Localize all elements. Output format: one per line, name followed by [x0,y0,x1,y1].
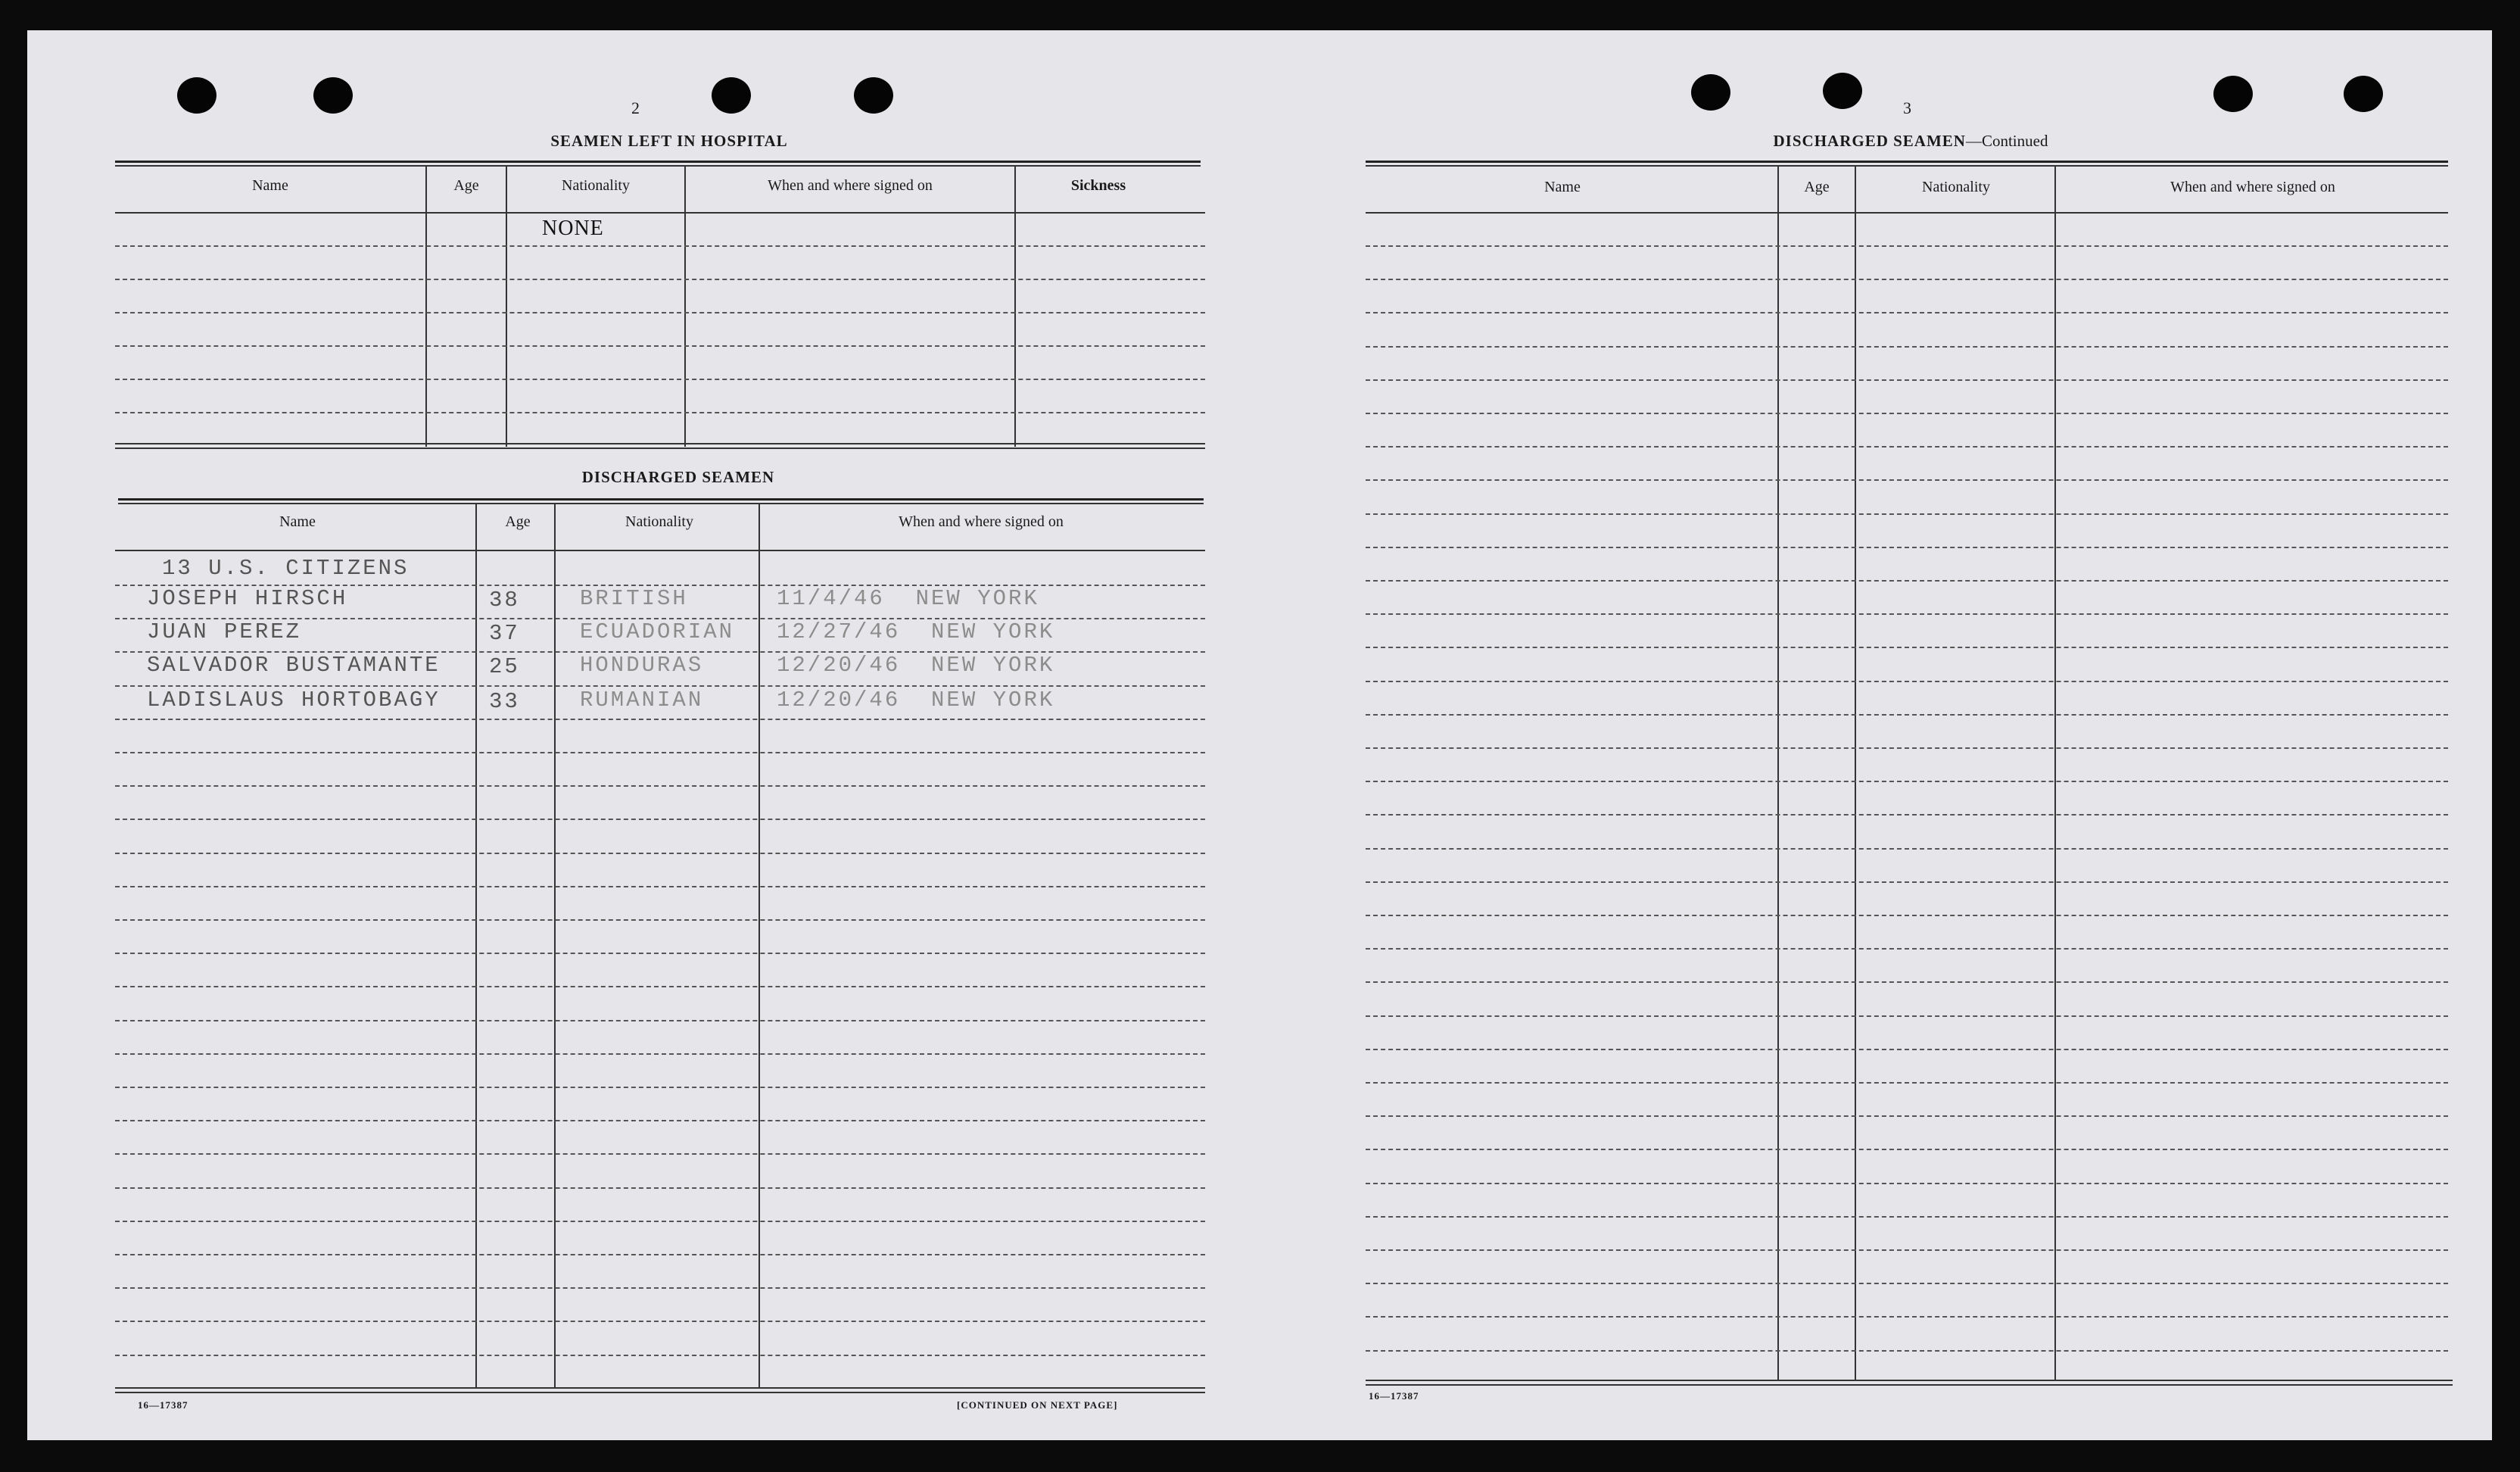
form-number: 16—17387 [1369,1390,1419,1402]
seaman-nationality: HONDURAS [580,653,704,678]
discharged-header-nationality: Nationality [625,513,693,530]
continued-header-age: Age [1804,179,1830,195]
ruled-line [115,986,1205,987]
ruled-line [1366,580,2448,582]
document-sheet [27,30,2492,1440]
ruled-line [1366,915,2448,916]
ruled-line [1366,1283,2448,1284]
ruled-line [115,685,1205,687]
ruled-line [1366,747,2448,749]
ruled-line [1366,1183,2448,1184]
discharged-header-name: Name [279,513,316,530]
seaman-age: 38 [489,588,520,613]
seaman-signed-on: 12/20/46 NEW YORK [777,653,1055,678]
seaman-name: LADISLAUS HORTOBAGY [147,688,441,713]
left-page [27,30,1260,1440]
seaman-nationality: ECUADORIAN [580,619,735,644]
citizens-note: 13 U.S. CITIZENS [162,556,410,581]
title-suffix: —Continued [1965,132,2048,150]
discharged-continued-title [1699,132,2123,151]
discharged-header-age: Age [505,513,531,530]
ruled-line [1366,1015,2448,1017]
hospital-header-signed-on: When and where signed on [768,177,933,194]
ruled-line [115,719,1205,720]
seaman-signed-on: 12/27/46 NEW YORK [777,619,1055,644]
ruled-line [1366,413,2448,414]
ruled-line [1366,346,2448,348]
ruled-line [1366,379,2448,381]
ruled-line [1366,312,2448,313]
ruled-line [115,1287,1205,1289]
seaman-name: SALVADOR BUSTAMANTE [147,653,441,678]
ruled-line [1366,814,2448,816]
ruled-line [1366,714,2448,716]
ruled-line [1366,1049,2448,1050]
form-number: 16—17387 [138,1399,188,1411]
discharged-section-title: DISCHARGED SEAMEN [581,468,775,486]
ruled-line [1366,848,2448,850]
seaman-nationality: BRITISH [580,586,688,611]
hospital-header-name: Name [252,177,288,194]
ruled-line [115,953,1205,954]
seaman-signed-on: 11/4/46 NEW YORK [777,586,1039,611]
ruled-line [115,752,1205,753]
continued-header-nationality: Nationality [1922,179,1990,195]
ruled-line [1366,647,2448,648]
ruled-line [1366,279,2448,280]
ruled-line [1366,881,2448,883]
seaman-nationality: RUMANIAN [580,688,704,713]
ruled-line [1366,446,2448,448]
ruled-line [1366,1216,2448,1218]
title-main: DISCHARGED SEAMEN [1773,132,1966,150]
ruled-line [115,1355,1205,1356]
ruled-line [1366,981,2448,983]
ruled-line [1366,681,2448,682]
seaman-age: 33 [489,689,520,714]
ruled-line [115,853,1205,854]
ruled-line [1366,1350,2448,1352]
ruled-line [115,1053,1205,1055]
ruled-line [115,819,1205,820]
ruled-line [115,919,1205,921]
ruled-line [115,1187,1205,1189]
hospital-header-sickness: Sickness [1070,177,1126,194]
hospital-none-entry: NONE [542,217,604,240]
ruled-line [1366,479,2448,481]
seaman-name: JOSEPH HIRSCH [147,586,348,611]
ruled-line [1366,245,2448,247]
ruled-line [115,1120,1205,1121]
ruled-line [1366,547,2448,548]
ruled-line [1366,781,2448,782]
page-number: 3 [1903,98,1911,117]
ruled-line [1366,1316,2448,1318]
seaman-age: 25 [489,654,520,679]
ruled-line [115,886,1205,887]
ruled-line [115,1321,1205,1322]
ruled-line [115,785,1205,787]
seaman-signed-on: 12/20/46 NEW YORK [777,688,1055,713]
ruled-line [115,1254,1205,1255]
hospital-section-title: SEAMEN LEFT IN HOSPITAL [550,132,788,150]
right-page [1260,30,2492,1440]
continued-header-signed-on: When and where signed on [2170,179,2335,195]
ruled-line [1366,513,2448,515]
ruled-line [115,1153,1205,1155]
page-number: 2 [631,98,640,117]
discharged-header-signed-on: When and where signed on [899,513,1064,530]
ruled-line [1366,1149,2448,1150]
seaman-age: 37 [489,621,520,646]
ruled-line [115,1087,1205,1088]
continued-note: [CONTINUED ON NEXT PAGE] [957,1399,1118,1411]
ruled-line [1366,613,2448,615]
ruled-line [1366,1249,2448,1251]
hospital-header-nationality: Nationality [562,177,630,194]
ruled-line [1366,1082,2448,1084]
continued-header-name: Name [1544,179,1581,195]
hospital-header-age: Age [453,177,479,194]
seaman-name: JUAN PEREZ [147,619,302,644]
ruled-line [115,1020,1205,1021]
ruled-line [1366,1115,2448,1117]
ruled-line [1366,948,2448,950]
ruled-line [115,1221,1205,1222]
